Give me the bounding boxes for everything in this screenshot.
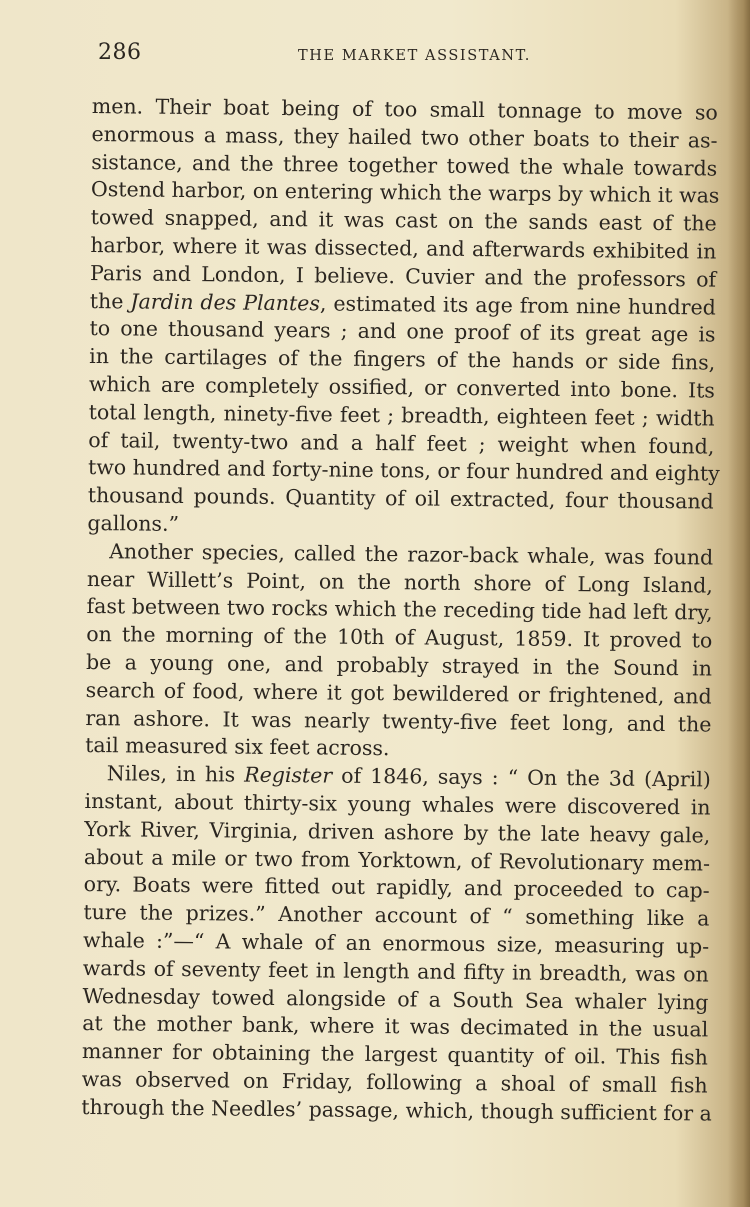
text-line: total length, ninety-five feet ; breadth, eighteen feet ; width bbox=[88, 399, 715, 431]
running-head: THE MARKET ASSISTANT. bbox=[298, 48, 531, 64]
text-line: York River, Virginia, driven ashore by the late heavy gale, bbox=[84, 816, 711, 848]
text-line: search of food, where it got bewildered or frightened, and bbox=[85, 677, 712, 709]
text-line: Ostend harbor, on entering which the warps by which it was bbox=[90, 177, 720, 208]
text-line: about a mile or two from Yorktown, of Revolutionary mem- bbox=[83, 844, 711, 876]
text-line: Niles, in his Register of 1846, says : “ On the 3d (April) bbox=[106, 761, 711, 792]
text-line: in the cartilages of the fingers of the hands or side fins, bbox=[89, 344, 716, 375]
text-line: to one thousand years ; and one proof of its great age is bbox=[89, 316, 716, 347]
text-line: fast between two rocks which the receding tide had left dry, bbox=[86, 594, 713, 625]
text-line: of tail, twenty-two and a half feet ; weight when found, bbox=[88, 427, 715, 459]
text-line: ture the prizes.” Another account of “ something like a bbox=[83, 900, 710, 931]
page-header bbox=[98, 40, 718, 74]
page-number: 286 bbox=[98, 40, 142, 65]
text-line: ory. Boats were fitted out rapidly, and proceeded to cap- bbox=[83, 872, 710, 903]
text-line: men. Their boat being of too small tonnage to move so bbox=[91, 93, 718, 125]
text-line: wards of seventy feet in length and fifty in breadth, was on bbox=[82, 955, 709, 987]
text-line: gallons.” bbox=[87, 510, 180, 536]
text-line: at the mother bank, where it was decimated in the usual bbox=[82, 1011, 709, 1042]
text-line: sistance, and the three together towed the whale towards bbox=[91, 149, 718, 181]
text-line: was observed on Friday, following a shoal of small fish bbox=[81, 1066, 708, 1098]
text-line: Paris and London, I believe. Cuvier and the professors of bbox=[89, 260, 717, 292]
body-text bbox=[81, 93, 718, 1128]
text-line: two hundred and forty-nine tons, or four hundred and eighty bbox=[87, 455, 720, 486]
text-line: the Jardin des Plantes, estimated its age from nine hundred bbox=[89, 288, 716, 320]
text-line: manner for obtaining the largest quantity of oil. This fish bbox=[81, 1039, 709, 1070]
text-line: be a young one, and probably strayed in the Sound in bbox=[85, 649, 713, 681]
text-line: towed snapped, and it was cast on the sands east of the bbox=[90, 205, 717, 236]
italic-title: Jardin des Plantes bbox=[130, 288, 321, 315]
text-line: tail measured six feet across. bbox=[85, 733, 390, 761]
page-edge-shadow bbox=[728, 0, 750, 1207]
text-line: through the Needles’ passage, which, though sufficient for a bbox=[81, 1094, 712, 1126]
text-line: Another species, called the razor-back whale, was found bbox=[109, 538, 714, 570]
text-line: ran ashore. It was nearly twenty-five feet long, and the bbox=[85, 705, 712, 737]
text-line: thousand pounds. Quantity of oil extracted, four thousand bbox=[87, 483, 714, 514]
text-line: harbor, where it was dissected, and afterwards exhibited in bbox=[90, 232, 717, 264]
text-line: on the morning of the 10th of August, 1859. It proved to bbox=[86, 622, 713, 653]
text-line: instant, about thirty-six young whales were discovered in bbox=[84, 788, 711, 820]
text-line: enormous a mass, they hailed two other boats to their as- bbox=[91, 121, 718, 153]
italic-title: Register bbox=[244, 762, 333, 788]
text-line: Wednesday towed alongside of a South Sea whaler lying bbox=[82, 983, 709, 1015]
text-line: near Willett’s Point, on the north shore of Long Island, bbox=[86, 566, 714, 598]
text-line: which are completely ossified, or converted into bone. Its bbox=[88, 371, 716, 403]
text-line: whale :”—“ A whale of an enormous size, measuring up- bbox=[83, 927, 710, 959]
